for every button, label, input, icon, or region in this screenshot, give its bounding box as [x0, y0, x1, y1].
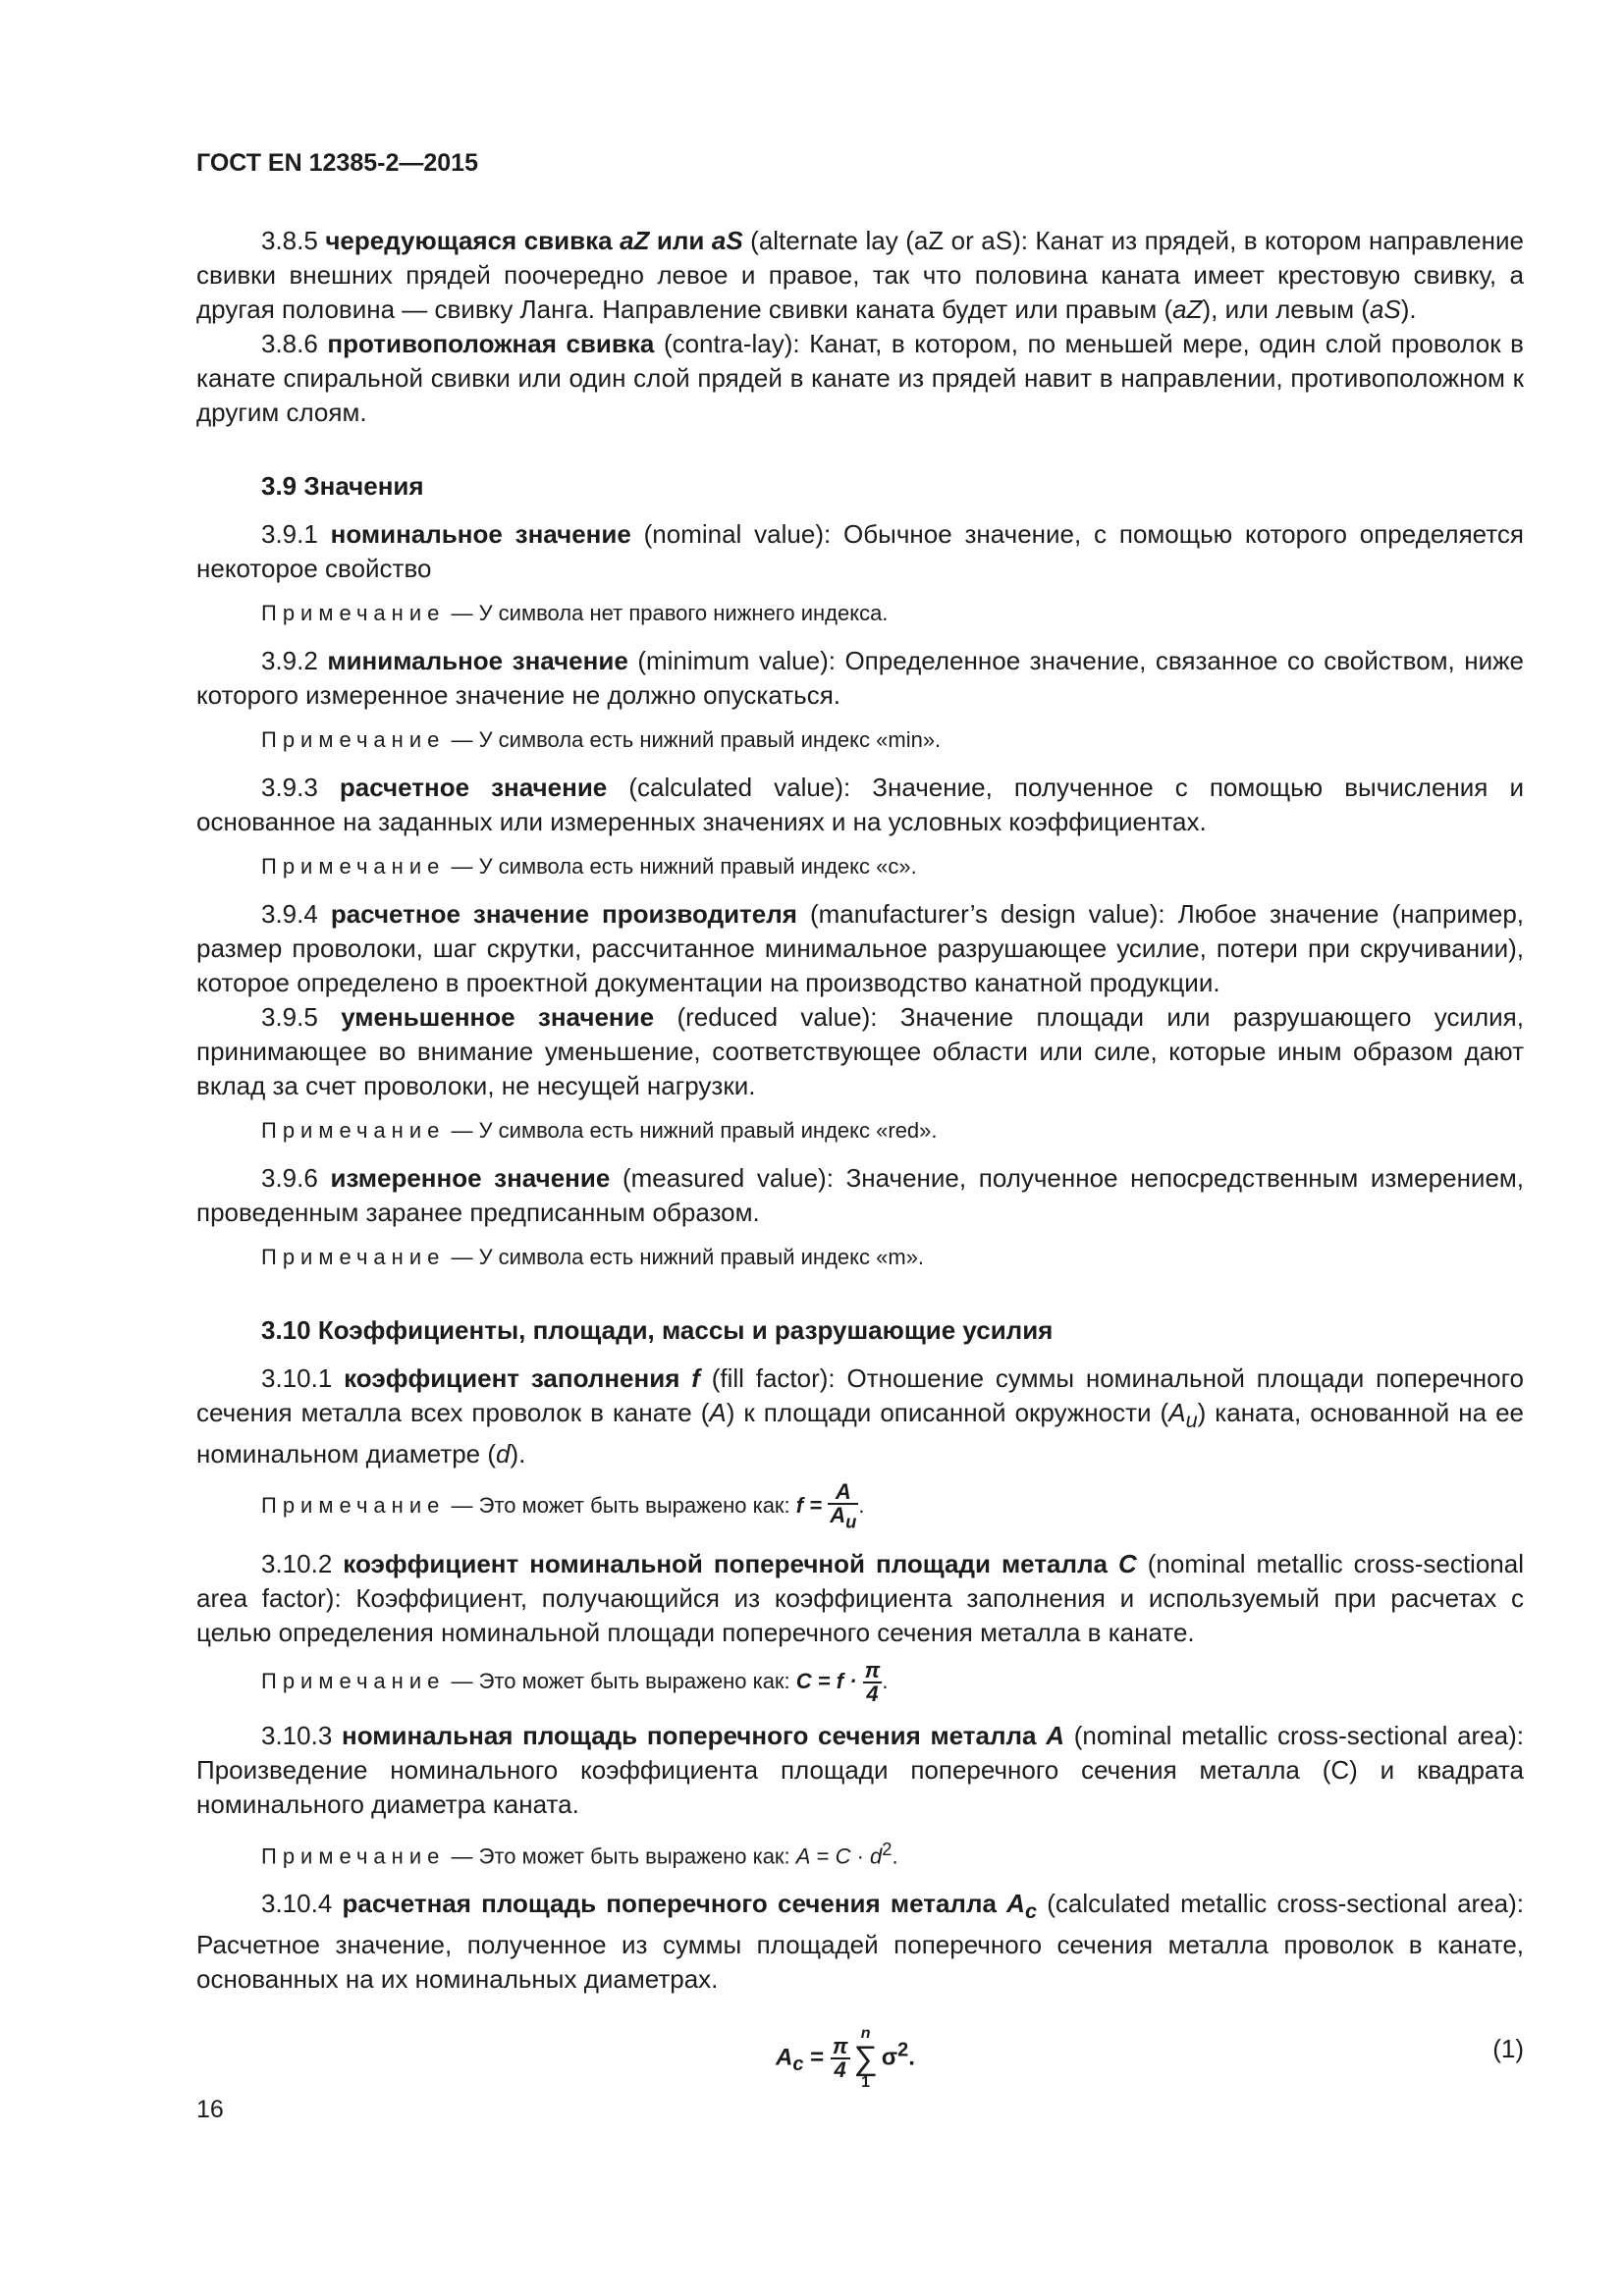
clause-3-10-4: 3.10.4 расчетная площадь поперечного сечения металла $A_c$ (calculated metallic cross-sectional area): Расчетное значение, полученное из суммы площадей поперечного сечения металла проволок в канате, основанных на их номинальных диаметрах.	[196, 1888, 1525, 1995]
section-3-10-title: 3.10 Коэффициенты, площади, массы и разрушающие усилия	[261, 1315, 1054, 1345]
clause-3-9-4: 3.9.4 расчетное значение производителя (manufacturer’s design value): Любое значение (например, размер проволоки, шаг скрутки, рассчитанное минимальное разрушающее усилие, потери при скручивании), которое определено в проектной документации на производство канатной продукции.	[196, 899, 1525, 997]
formula-1-fraction: $\frac{\pi}{4}$	[832, 2034, 848, 2083]
clause-3-9-6: 3.9.6 измеренное значение (measured value): Значение, полученное непосредственным измерением, проведенным заранее предписанным образом.	[196, 1163, 1525, 1227]
formula-1-expression: $A_c$ = $\frac{\pi}{4}$ n ∑ $1\sigma^2$.	[776, 2025, 915, 2092]
clause-3-10-1: 3.10.1 коэффициент заполнения f (fill factor): Отношение суммы номинальной площади поперечного сечения металла всех проволок в канате (A) к площади описанной окружности $(A_u)$ каната, основанной на ее номинальном диаметре (d).	[196, 1363, 1524, 1469]
note-3-10-3: Примечание — Это может быть выражено как: $A = C \cdot d^2$.	[261, 1838, 898, 1868]
note-3-9-5: Примечание — У символа есть нижний правый индекс «red».	[261, 1118, 938, 1143]
note-3-9-2: Примечание — У символа есть нижний правый индекс «min».	[261, 727, 942, 752]
clause-3-9-3: 3.9.3 расчетное значение (calculated value): Значение, полученное с помощью вычисления и основанное на заданных или измеренных значениях и на условных коэффициентах.	[196, 773, 1524, 836]
note-3-9-6: Примечание — У символа есть нижний правый индекс «m».	[261, 1245, 925, 1269]
page-number: 16	[196, 2096, 224, 2123]
document-body	[196, 224, 1524, 2107]
clause-3-8-6: 3.8.6 противоположная свивка (contra-lay): Канат, в котором, по меньшей мере, один слой проволок в канате спиральной свивки или один слой прядей в канате из прядей навит в направлении, противоположном к другим слоям.	[196, 329, 1524, 427]
note-3-9-1: Примечание — У символа нет правого нижнего индекса.	[261, 601, 889, 625]
document-header: ГОСТ EN 12385-2—2015	[196, 149, 478, 177]
clause-3-10-2: 3.10.2 коэффициент номинальной поперечной площади металла C (nominal metallic cross-sectional area factor): Коэффициент, получающийся из коэффициента заполнения и используемый при расчетах с целью определения номинальной площади поперечного сечения металла в канате.	[196, 1548, 1524, 1647]
formula-1	[196, 2018, 1524, 2107]
note-3-9-3: Примечание — У символа есть нижний правый индекс «c».	[261, 854, 917, 879]
fill-factor-fraction: $\frac{A}{A_u}$	[830, 1479, 857, 1532]
formula-1-number: (1)	[1492, 2034, 1524, 2064]
clause-3-10-3: 3.10.3 номинальная площадь поперечного сечения металла A (nominal metallic cross-sectional area): Произведение номинального коэффициента площади поперечного сечения металла (C) и квадрата номинального диаметра каната.	[196, 1720, 1524, 1819]
clause-3-9-5: 3.9.5 уменьшенное значение (reduced value): Значение площади или разрушающего усилия, принимающее во внимание уменьшение, соответствующее области или силе, которые иным образом дают вклад за счет проволоки, не несущей нагрузки.	[196, 1002, 1524, 1100]
clause-3-9-1: 3.9.1 номинальное значение (nominal value): Обычное значение, с помощью которого определяется некоторое свойство	[196, 519, 1524, 583]
note-3-10-2: Примечание — Это может быть выражено как: C = f · $\frac{\pi}{4}$ .	[261, 1657, 889, 1706]
pi-over-four-fraction: $\frac{\pi}{4}$	[864, 1657, 881, 1706]
summation-sign: n ∑ 1	[853, 2025, 878, 2092]
clause-3-8-5: 3.8.5 чередующаяся свивка aZ или aS (alternate lay (aZ or aS): Канат из прядей, в котором направление свивки внешних прядей поочередно левое и правое, так что половина каната имеет крестовую свивку, а другая половина — свивку Ланга. Направление свивки каната будет или правым (aZ), или левым (aS).	[196, 226, 1524, 324]
note-3-10-1: Примечание — Это может быть выражено как: f = $\frac{A}{A_u}$ .	[261, 1479, 865, 1532]
clause-3-9-2: 3.9.2 минимальное значение (minimum value): Определенное значение, связанное со свойством, ниже которого измеренное значение не должно опускаться.	[196, 646, 1524, 710]
section-3-9-title: 3.9 Значения	[261, 471, 424, 501]
